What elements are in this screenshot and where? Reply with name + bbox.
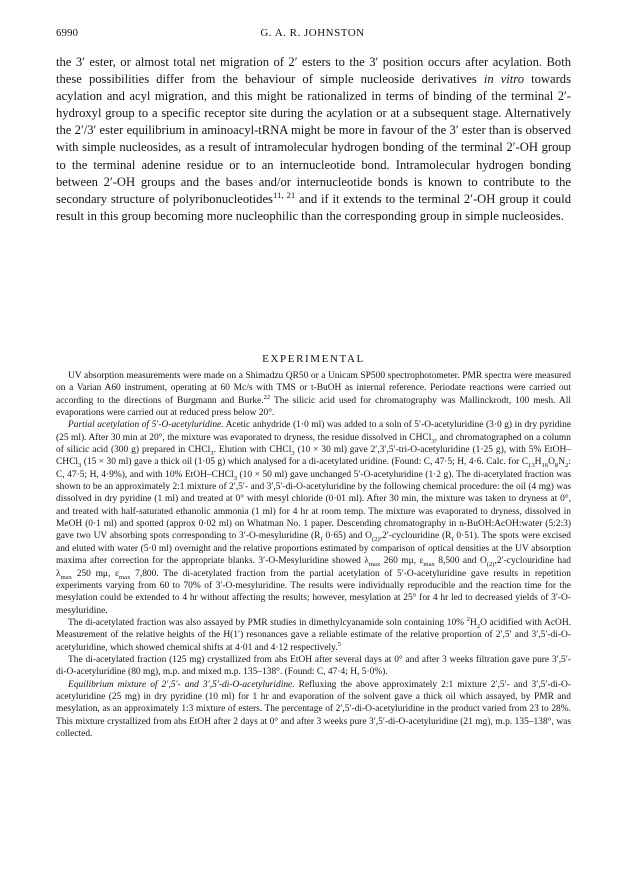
running-head: G. A. R. JOHNSTON <box>260 27 365 39</box>
subsection-title: Equilibrium mixture of 2′,5′- and 3′,5′-di-O-acetyluridine. <box>68 679 295 690</box>
citation-ref: 5 <box>337 640 341 648</box>
exp-paragraph-partial-acetylation: Partial acetylation of 5′-O-acetyluridine. Acetic anhydride (1·0 ml) was added to a soln of 5′-O-acetyluridine (3·0 g) in dry pyridine (25 ml). After 30 min at 20°, the mixture was evaporated to dryness, the residue dissolved in CHCl$_3$, and chromatographed on a column of silicic acid (300 g) prepared in CHCl$_3$. Elution with CHCl$_3$ (10 × 30 ml) gave 2′,3′,5′-tri-O-acetyluridine (1·25 g), with 5% EtOH–CHCl$_3$ (15 × 30 ml) gave a thick oil (1·05 g) which analysed for a di-acetylated uridine. (Found: C, 47·5; H, 4·6. Calc. for $C_{13}H_{16}O_8N_2$: C, 47·5; H, 4·9%), and with 10% EtOH–CHCl$_3$ (10 × 50 ml) gave unchanged 5′-O-acetyluridine (1·2 g). The di-acetylated fraction was shown to be an approximately 2:1 mixture of 2′,5′- and 3′,5′-di-O-acetyluridine by the following chemical procedure: the oil (4 mg) was dissolved in dry pyridine (1 ml) and treated at 0° with mesyl chloride (0·01 ml). After 30 min, the mixture was taken to dryness at 0°, and treated with half-saturated ethanolic ammonia (1 ml) for 4 hr at room temp. The mixture was evaporated to dryness, dissolved in MeOH (0·1 ml) and spotted (approx 0·02 ml) on Whatman No. 1 paper. Descending chromatography in n-BuOH:AcOH:water (5:2:3) gave two UV absorbing spots corresponding to 3′-O-mesyluridine ($R_f$ 0·65) and $O_{(2)},2'$-cyclouridine ($R_f$ 0·51). The spots were excised and eluted with water (5·0 ml) overnight and the relative proportions estimated by comparison of optical densities at the UV absorption maxima after correction for the appropriate blanks. 3′-O-Mesyluridine showed $\lambda_{max}$ 260 mμ, $\varepsilon_{max}$ 8,500 and $O_{(2)},2'$-cyclouridine had $\lambda_{max}$ 250 mμ, $\varepsilon_{max}$ 7,800. The di-acetylated fraction from the partial acetylation of 5′-O-acetyluridine gave results in repetition experiments varying from 60 to 70% of 3′-O-mesyluridine. The results were individually reproducible and the reaction time for the mesylation could be extended to 4 hr without affecting the results; however, mesylation at 25° for 4 hr led to decreased yields of 3′-O-mesyluridine. <box>56 420 572 616</box>
section-heading: EXPERIMENTAL <box>262 353 365 365</box>
subsection-title: Partial acetylation of 5′-O-acetyluridine. <box>68 420 224 431</box>
discussion-paragraph: the 3′ ester, or almost total net migration of 2′ esters to the 3′ position occurs after acylation. Both these possibilities differ from the behaviour of simple nucleoside derivatives in vitro towards acylation and acyl migration, and this might be rationalized in terms of binding of the terminal 2′-hydroxyl group to a specific receptor site during the acylation or at a subsequent stage. Alternatively the 2′/3′ ester equilibrium in aminoacyl-tRNA might be more in favour of the 3′ ester than is observed with simple nucleosides, as a result of intramolecular hydrogen bonding of the terminal 2′-OH group to the terminal adenine residue or to an internucleotide bond. Intramolecular hydrogen bonding between 2′-OH groups and the bases and/or internucleotide bonds is known to contribute to the secondary structure of polyribonucleotides$^{11, 21}$ and if it extends to the terminal 2′-OH group it could result in this group becoming more nucleophilic than the corresponding group in simple nucleosides. <box>56 55 571 223</box>
exp-paragraph-pmr-assay: The di-acetylated fraction was also assayed by PMR studies in dimethylcyanamide soln containing 10% $^2H_2O$ acidified with AcOH. Measurement of the relative heights of the H(1′) resonances gave a reliable estimate of the relative proportion of 2′,5′ and 3′,5′-di-O-acetyluridine, which showed chemical shifts at 4·01 and 4·12 respectively.$^5$ <box>56 615 571 653</box>
citation-ref: 22 <box>263 393 271 401</box>
exp-paragraph-instruments: UV absorption measurements were made on a Shimadzu QR50 or a Unicam SP500 spectrophotometer. PMR spectra were measured on a Varian A60 instrument, operating at 60 Mc/s with TMS or t-BuOH as internal reference. Periodate reactions were carried out according to the directions of Burgmann and Burke.$^{22}$ The silicic acid used for chromatography was Mallinckrodt, 100 mesh. All evaporations were carried out at reduced press below 20°. <box>56 371 571 419</box>
experimental-text <box>56 370 571 740</box>
citation-ref: 11, 21 <box>272 189 296 200</box>
exp-paragraph-crystallization: The di-acetylated fraction (125 mg) crystallized from abs EtOH after several days at 0° and after 3 weeks filtration gave pure 3′,5′-di-O-acetyluridine (80 mg), m.p. and mixed m.p. 135–138°. (Found: C, 47·4; H, 5·0%). <box>56 654 571 678</box>
body-text <box>56 54 571 225</box>
exp-paragraph-equilibrium: Equilibrium mixture of 2′,5′- and 3′,5′-di-O-acetyluridine. Refluxing the above approximately 2:1 mixture 2′,5′- and 3′,5′-di-O-acetyluridine (25 mg) in dry pyridine (10 ml) for 1 hr and evaporation of the solvent gave a thick oil which assayed, by PMR and mesylation, as an approximately 1:3 mixture of esters. The percentage of 2′,5′-di-O-acetyluridine in the product varied from 23 to 28%. This mixture crystallized from abs EtOH after 2 days at 0° and after 3 weeks pure 3′,5′-di-O-acetyluridine (21 mg), m.p. 135–138°, was collected. <box>56 679 572 739</box>
page-number: 6990 <box>56 27 78 39</box>
page-header <box>56 27 569 41</box>
